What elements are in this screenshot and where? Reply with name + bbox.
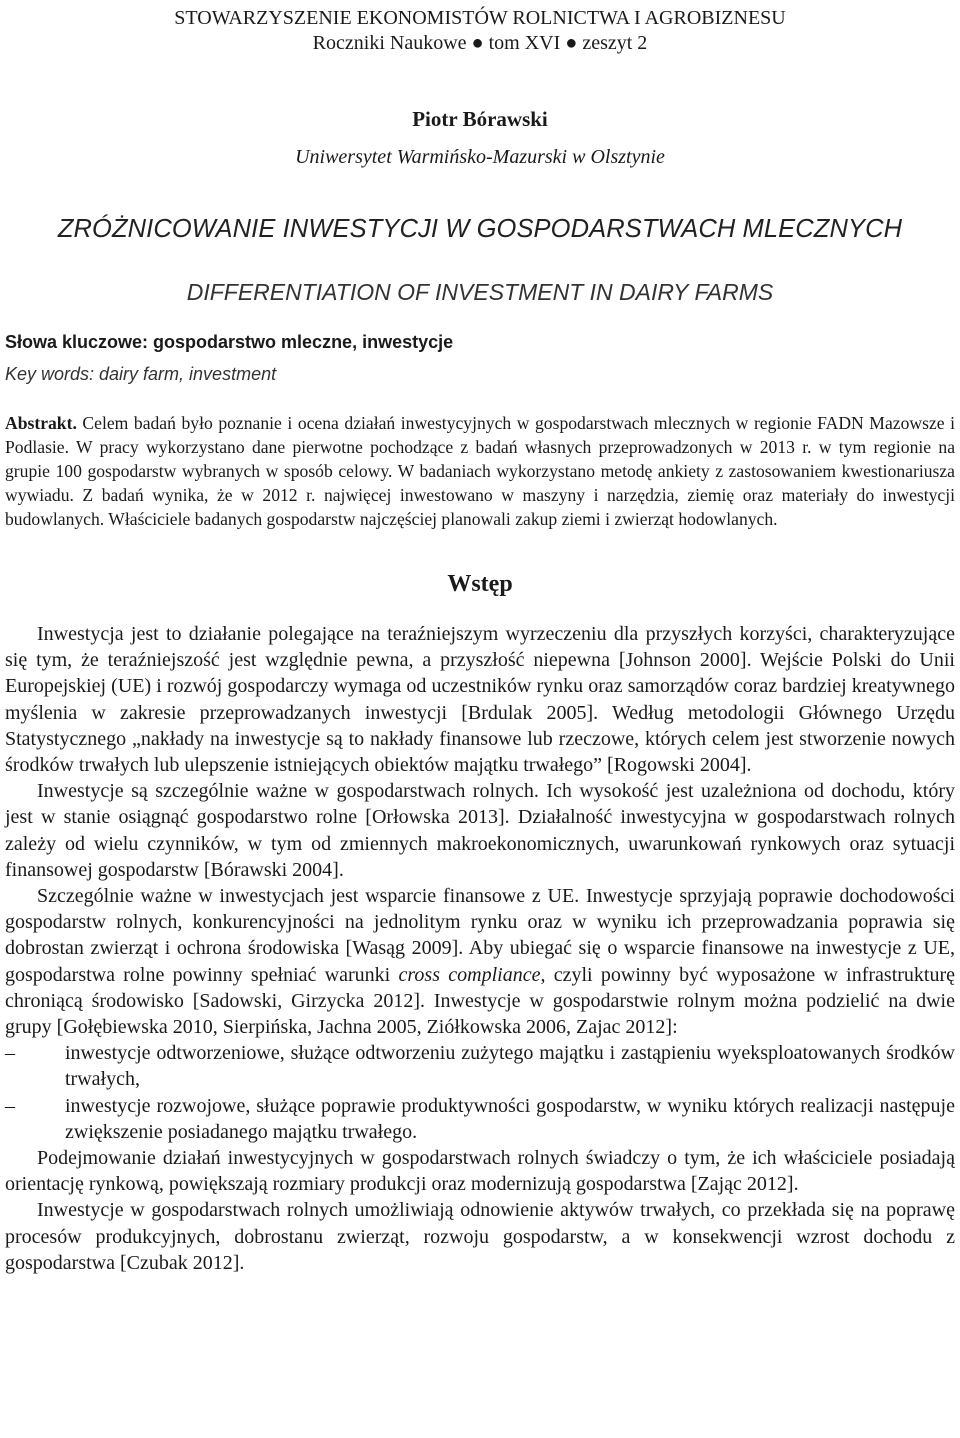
list-item-text: inwestycje rozwojowe, służące poprawie produktywności gospodarstw, w wyniku których realizacji następuje zwiększenie posiadanego majątku trwałego. [65, 1094, 955, 1143]
journal-series: Roczniki Naukowe ● tom XVI ● zeszyt 2 [312, 32, 648, 54]
list-item [5, 1040, 955, 1092]
paragraph-2: Inwestycje są szczególnie ważne w gospodarstwach rolnych. Ich wysokość jest uzależniona od dochodu, który jest w stanie osiągnąć gospodarstwo rolne [Orłowska 2013]. Działalność inwestycyjna w gospodarstwach rolnych zależy od wielu czynników, w tym od zmiennych makroekonomicznych, uwarunkowań rynkowych oraz sytuacji finansowej gospodarstw [Bórawski 2004]. [5, 780, 955, 881]
paragraph-3-part-a: Szczególnie ważne w inwestycjach jest wsparcie finansowe z UE. Inwestycje sprzyjają poprawie dochodowości gospodarstw rolnych, konkurencyjności na jednolitym rynku oraz w wyniku ich przeprowadzania poprawia się dobrostan zwierząt i ochrona środowiska [Wasąg 2009]. Aby ubiegać się o wsparcie finansowe na inwestycje z UE, gospodarstwa rolne powinny spełniać warunki [5, 885, 955, 986]
title-polish: ZRÓŻNICOWANIE INWESTYCJI W GOSPODARSTWACH MLECZNYCH [57, 215, 903, 243]
investment-types-list [5, 1040, 955, 1145]
list-item-text: inwestycje odtworzeniowe, służące odtworzeniu zużytego majątku i zastąpieniu wyeksploatowanych środków trwałych, [65, 1042, 955, 1091]
list-item [5, 1093, 955, 1145]
section-body [5, 621, 955, 1276]
paragraph-5: Inwestycje w gospodarstwach rolnych umożliwiają odnowienie aktywów trwałych, co przekłada się na poprawę procesów produkcyjnych, dobrostanu zwierząt, rozwoju gospodarstw, a w konsekwencji wzrost dochodu z gospodarstwa [Czubak 2012]. [5, 1199, 955, 1274]
paragraph-3 [5, 883, 955, 1040]
section-heading: Wstęp [447, 571, 513, 597]
keywords-english: Key words: dairy farm, investment [5, 364, 277, 384]
journal-header [5, 0, 955, 56]
keywords-polish: Słowa kluczowe: gospodarstwo mleczne, inwestycje [5, 332, 454, 352]
abstract-label: Abstrakt. [5, 413, 77, 433]
abstract [5, 411, 955, 531]
author-affiliation: Uniwersytet Warmińsko-Mazurski w Olsztynie [295, 146, 665, 168]
society-name: STOWARZYSZENIE EKONOMISTÓW ROLNICTWA I AGROBIZNESU [174, 7, 786, 29]
abstract-text: Celem badań było poznanie i ocena działań inwestycyjnych w gospodarstwach mlecznych w regionie FADN Mazowsze i Podlasie. W pracy wykorzystano dane pierwotne pochodzące z badań własnych przeprowadzonych w 2013 r. w tym regionie na grupie 100 gospodarstw wybranych w sposób celowy. W badaniach wykorzystano metodę ankiety z zastosowaniem kwestionariusza wywiadu. Z badań wynika, że w 2012 r. najwięcej inwestowano w maszyny i narzędzia, ziemię oraz materiały do inwestycji budowlanych. Właściciele badanych gospodarstw najczęściej planowali zakup ziemi i zwierząt hodowlanych. [5, 413, 955, 529]
paragraph-1: Inwestycja jest to działanie polegające na teraźniejszym wyrzeczeniu dla przyszłych korzyści, charakteryzujące się tym, że teraźniejszość jest względnie pewna, a przyszłość niepewna [Johnson 2000]. Wejście Polski do Unii Europejskiej (UE) i rozwój gospodarczy wymaga od uczestników rynku oraz samorządów coraz bardziej kreatywnego myślenia w zakresie przeprowadzanych inwestycji [Brdulak 2005]. Według metodologii Głównego Urzędu Statystycznego „nakłady na inwestycje są to nakłady finansowe lub rzeczowe, których celem jest stworzenie nowych środków trwałych lub ulepszenie istniejących obiektów majątku trwałego” [Rogowski 2004]. [5, 623, 955, 777]
paragraph-4: Podejmowanie działań inwestycyjnych w gospodarstwach rolnych świadczy o tym, że ich właściciele posiadają orientację rynkową, powiększają rozmiary produkcji oraz modernizują gospodarstwa [Zając 2012]. [5, 1147, 955, 1196]
list-dash: – [5, 1042, 15, 1065]
list-dash: – [5, 1094, 15, 1117]
title-english: DIFFERENTIATION OF INVESTMENT IN DAIRY FARMS [186, 279, 774, 305]
author-name: Piotr Bórawski [412, 107, 548, 131]
paragraph-3-part-b: , czyli powinny być wyposażone w infrastrukturę chroniącą środowisko [Sadowski, Girzycka 2012]. Inwestycje w gospodarstwie rolnym można podzielić na dwie grupy [Gołębiewska 2010, Sierpińska, Jachna 2005, Ziółkowska 2006, Zajac 2012]: [5, 963, 956, 1039]
paragraph-3-emphasis: cross compliance [398, 963, 541, 986]
